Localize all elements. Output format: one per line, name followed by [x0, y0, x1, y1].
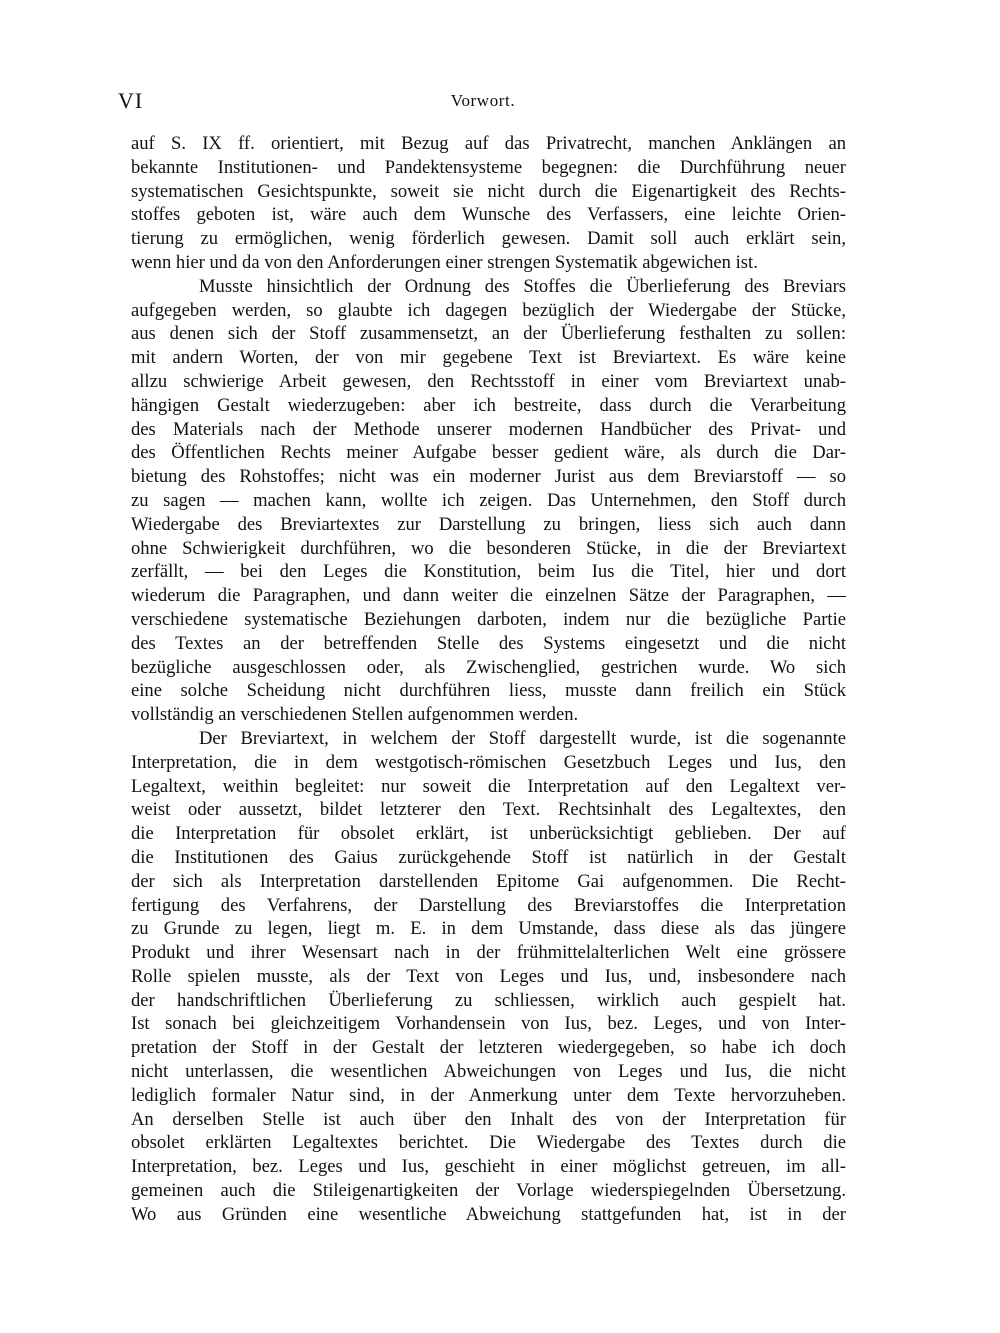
text-line: fertigung des Verfahrens, der Darstellung des Breviarstoffes die Interpretation: [131, 894, 846, 916]
text-line: systematischen Gesichtspunkte, soweit sie nicht durch die Eigenartigkeit des Rechts-: [131, 180, 846, 202]
text-line: mit andern Worten, der von mir gegebene Text ist Breviartext. Es wäre keine: [131, 347, 846, 369]
text-line: Rolle spielen musste, als der Text von Leges und Ius, und, insbesondere nach: [131, 965, 846, 987]
text-line: allzu schwierige Arbeit gewesen, den Rechtsstoff in einer vom Breviartext unab-: [131, 370, 846, 392]
body-text: [131, 132, 846, 1227]
paragraph-first-line: Musste hinsichtlich der Ordnung des Stoffes die Überlieferung des Breviars: [199, 275, 846, 297]
text-line: zu sagen — machen kann, wollte ich zeigen. Das Unternehmen, den Stoff durch: [131, 489, 846, 511]
text-line: vollständig an verschiedenen Stellen aufgenommen werden.: [131, 704, 579, 726]
text-line: Produkt und ihrer Wesensart nach in der frühmittelalterlichen Welt eine grössere: [131, 942, 846, 964]
text-line: auf S. IX ff. orientiert, mit Bezug auf das Privatrecht, manchen Anklängen an: [131, 133, 846, 154]
text-line: hängigen Gestalt wiederzugeben: aber ich bestreite, dass durch die Verarbeitung: [131, 394, 846, 416]
text-line: Interpretation, die in dem westgotisch-römischen Gesetzbuch Leges und Ius, den: [131, 751, 846, 773]
text-line: aufgegeben werden, so glaubte ich dagegen bezüglich der Wiedergabe der Stücke,: [131, 299, 846, 321]
text-line: lediglich formaler Natur sind, in der Anmerkung unter dem Texte hervorzuheben.: [131, 1084, 846, 1106]
text-line: zerfällt, — bei den Leges die Konstitution, beim Ius die Titel, hier und dort: [131, 561, 846, 583]
text-line: Legaltext, weithin begleitet: nur soweit die Interpretation auf den Legaltext ver-: [131, 775, 846, 797]
text-line: obsolet erklärten Legaltextes berichtet. Die Wiedergabe des Textes durch die: [131, 1132, 846, 1154]
text-line: ohne Schwierigkeit durchführen, wo die besonderen Stücke, in die der Breviartext: [131, 537, 846, 559]
text-line: zu Grunde zu legen, liegt m. E. in dem Umstande, dass diese als das jüngere: [131, 918, 846, 940]
text-line: weist oder aussetzt, bildet letzterer den Text. Rechtsinhalt des Legaltextes, den: [131, 799, 846, 821]
text-line: wiederum die Paragraphen, und dann weiter die einzelnen Sätze der Paragraphen, —: [131, 585, 846, 607]
running-title: Vorwort.: [450, 91, 516, 110]
running-head: [118, 88, 848, 116]
text-line: die Institutionen des Gaius zurückgehende Stoff ist natürlich in der Gestalt: [131, 846, 846, 868]
text-line: der handschriftlichen Überlieferung zu schliessen, wirklich auch gespielt hat.: [131, 989, 846, 1011]
text-line: die Interpretation für obsolet erklärt, ist unberücksichtigt geblieben. Der auf: [131, 823, 846, 845]
text-line: Ist sonach bei gleichzeitigem Vorhandensein von Ius, bez. Leges, und von Inter-: [131, 1013, 846, 1035]
text-line: Interpretation, bez. Leges und Ius, geschieht in einer möglichst getreuen, im all-: [131, 1156, 846, 1178]
text-line: bietung des Rohstoffes; nicht was ein moderner Jurist aus dem Breviarstoff — so: [131, 466, 846, 488]
text-line: gemeinen auch die Stileigenartigkeiten der Vorlage wiederspiegelnden Übersetzung.: [131, 1180, 846, 1202]
text-line: verschiedene systematische Beziehungen darboten, indem nur die bezügliche Partie: [131, 608, 846, 630]
text-line: aus denen sich der Stoff zusammensetzt, an der Überlieferung festhalten zu sollen:: [131, 323, 846, 345]
text-line: des Öffentlichen Rechts meiner Aufgabe besser gedient wäre, als durch die Dar-: [131, 442, 846, 464]
text-line: Wo aus Gründen eine wesentliche Abweichung stattgefunden hat, ist in der: [131, 1203, 846, 1225]
text-line: stoffes geboten ist, wäre auch dem Wunsche des Verfassers, eine leichte Orien-: [131, 204, 846, 226]
text-line: des Materials nach der Methode unserer modernen Handbücher des Privat- und: [131, 418, 846, 440]
text-line: des Textes an der betreffenden Stelle des Systems eingesetzt und die nicht: [131, 632, 846, 654]
paragraph-first-line: Der Breviartext, in welchem der Stoff dargestellt wurde, ist die sogenannte: [199, 727, 846, 749]
text-line: wenn hier und da von den Anforderungen einer strengen Systematik abgewichen ist.: [131, 251, 758, 273]
text-line: nicht unterlassen, die wesentlichen Abweichungen von Leges und Ius, die nicht: [131, 1061, 846, 1083]
text-line: der sich als Interpretation darstellenden Epitome Gai aufgenommen. Die Recht-: [131, 870, 846, 892]
text-line: pretation der Stoff in der Gestalt der letzteren wiedergegeben, so habe ich doch: [131, 1037, 846, 1059]
text-line: Wiedergabe des Breviartextes zur Darstellung zu bringen, liess sich auch dann: [131, 513, 846, 535]
text-line: bezügliche ausgeschlossen oder, als Zwischenglied, gestrichen wurde. Wo sich: [131, 656, 846, 678]
text-line: tierung zu ermöglichen, wenig förderlich gewesen. Damit soll auch erklärt sein,: [131, 228, 846, 250]
text-line: An derselben Stelle ist auch über den Inhalt des von der Interpretation für: [131, 1108, 846, 1130]
page-number: VI: [118, 88, 144, 113]
text-line: bekannte Institutionen- und Pandektensysteme begegnen: die Durchführung neuer: [131, 156, 846, 178]
text-line: eine solche Scheidung nicht durchführen liess, musste dann freilich ein Stück: [131, 680, 846, 702]
